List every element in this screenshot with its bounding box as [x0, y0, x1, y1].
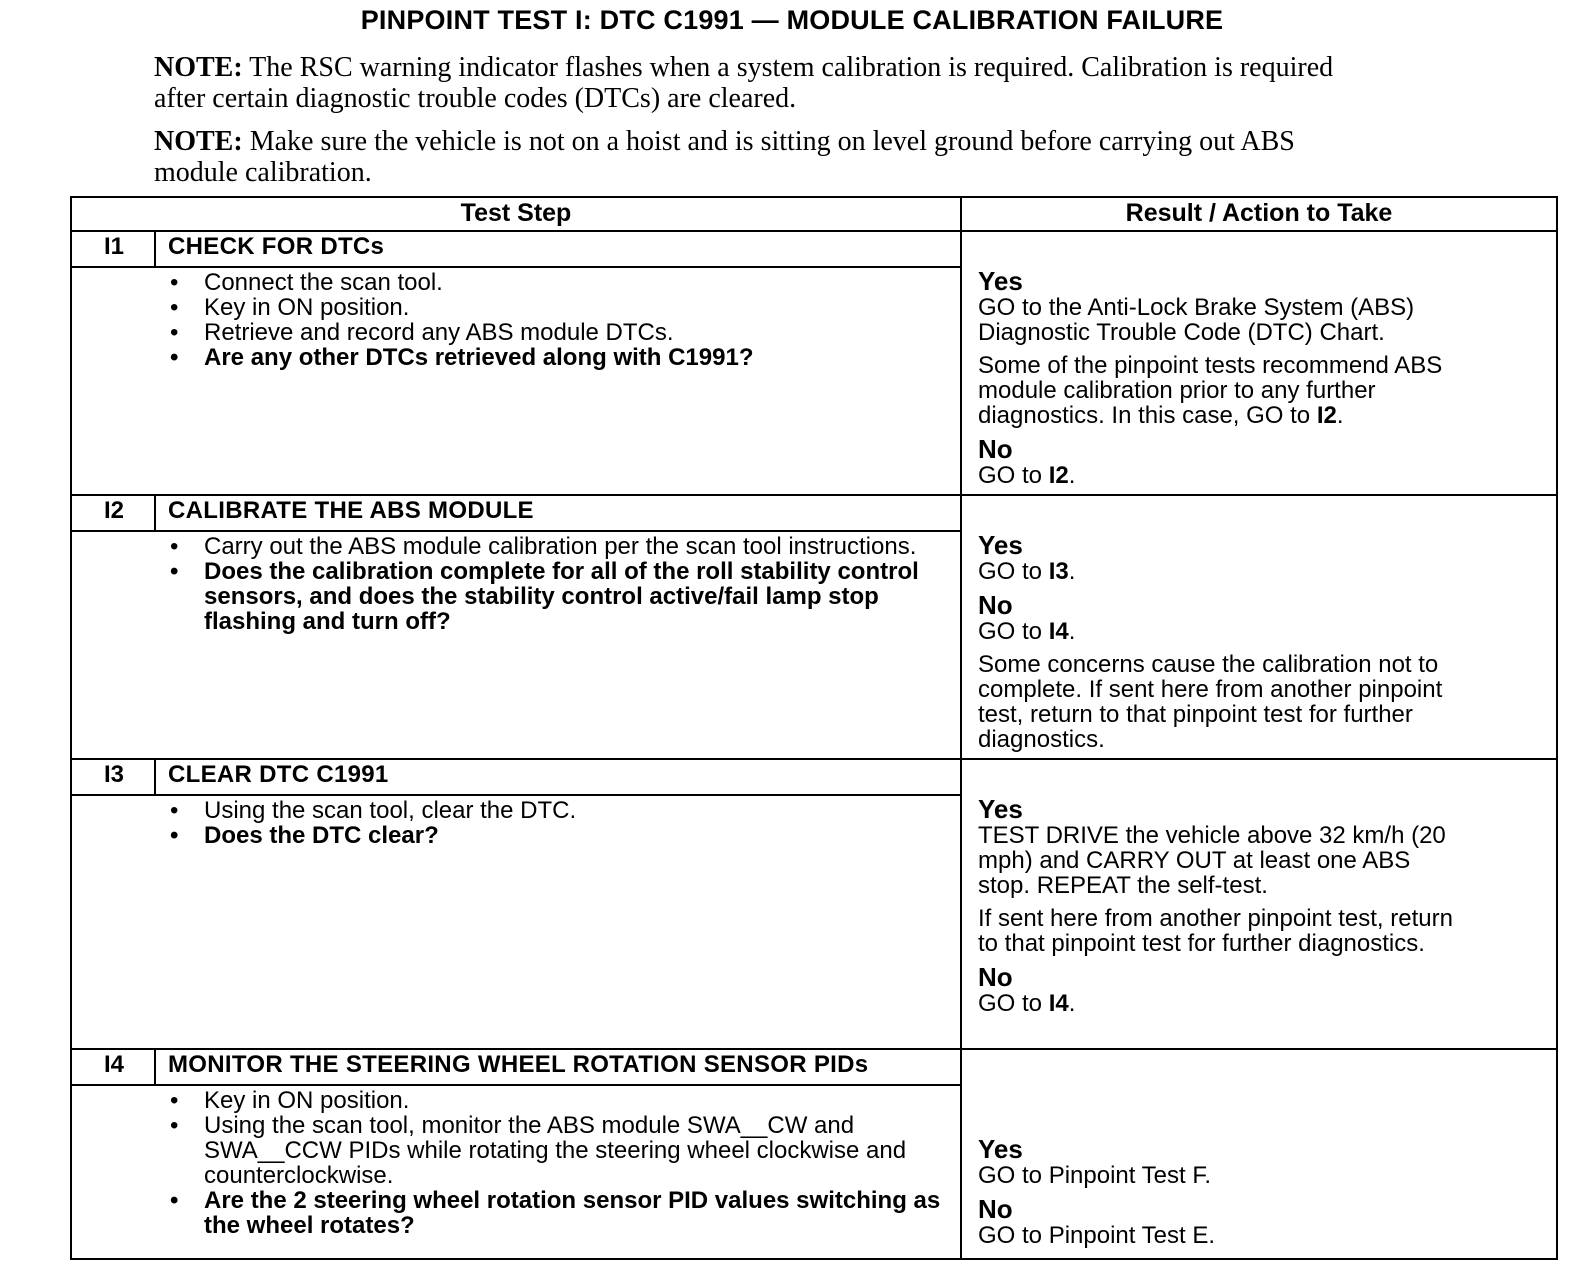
step-title-divider [72, 1084, 960, 1086]
step-id-divider [154, 496, 156, 530]
step-question: • Does the calibration complete for all of the roll stability control sensors, and does the stability control active/fail lamp stop flashing and turn off? [168, 559, 958, 634]
note-label: NOTE: [154, 126, 243, 157]
yes-action: GO to Pinpoint Test F. [978, 1162, 1212, 1189]
step-id: I3 [103, 761, 124, 788]
no-action: GO to I2. [978, 462, 1076, 489]
no-action: GO to Pinpoint Test E. [978, 1222, 1216, 1249]
action-item: • Using the scan tool, clear the DTC. [168, 798, 958, 823]
yes-label: Yes [978, 266, 1023, 296]
step-id-divider [154, 1050, 156, 1084]
yes-action: TEST DRIVE the vehicle above 32 km/h (20 mph) and CARRY OUT at least one ABS stop. REPEAT the self-test. [978, 822, 1446, 899]
no-label: No [978, 434, 1013, 464]
step-title: CHECK FOR DTCs [168, 233, 385, 260]
yes-action: GO to the Anti-Lock Brake System (ABS) Diagnostic Trouble Code (DTC) Chart. [978, 294, 1415, 346]
yes-note: If sent here from another pinpoint test, return to that pinpoint test for further diagnostics. [978, 905, 1453, 957]
no-note: Some concerns cause the calibration not to complete. If sent here from another pinpoint test, return to that pinpoint test for further diagnostics. [978, 651, 1443, 753]
note-text: Make sure the vehicle is not on a hoist and is sitting on level ground before carrying out ABS module calibration. [154, 126, 1295, 188]
note-level-ground [154, 126, 1364, 188]
page-title: PINPOINT TEST I: DTC C1991 — MODULE CALIBRATION FAILURE [360, 5, 1224, 35]
step-actions [168, 798, 958, 848]
action-item: • Using the scan tool, monitor the ABS module SWA__CW and SWA__CCW PIDs while rotating the steering wheel clockwise and counterclockwise. [168, 1113, 958, 1188]
no-label: No [978, 590, 1013, 620]
action-item: • Key in ON position. [168, 1088, 958, 1113]
step-id-divider [154, 232, 156, 266]
yes-action: GO to I3. [978, 558, 1076, 585]
step-result [978, 1136, 1468, 1248]
step-id: I1 [103, 233, 124, 260]
header-result-action: Result / Action to Take [1125, 199, 1393, 227]
step-actions [168, 534, 958, 634]
no-action: GO to I4. [978, 990, 1076, 1017]
step-id: I2 [103, 497, 124, 524]
step-question: • Are any other DTCs retrieved along with C1991? [168, 345, 958, 370]
step-question: • Are the 2 steering wheel rotation sensor PID values switching as the wheel rotates? [168, 1188, 958, 1238]
note-calibration-indicator [154, 52, 1364, 114]
no-action: GO to I4. [978, 618, 1076, 645]
action-item: • Key in ON position. [168, 295, 958, 320]
note-label: NOTE: [154, 52, 243, 83]
step-title: CALIBRATE THE ABS MODULE [168, 497, 534, 524]
note-text: The RSC warning indicator flashes when a system calibration is required. Calibration is required after certain diagnostic trouble codes (DTCs) are cleared. [154, 52, 1334, 114]
step-result [978, 268, 1468, 488]
header-test-step: Test Step [460, 199, 572, 227]
step-ref: I3 [1048, 558, 1069, 585]
action-item: • Connect the scan tool. [168, 270, 958, 295]
column-divider [960, 198, 962, 1258]
step-ref: I4 [1048, 618, 1069, 645]
pinpoint-test-table [70, 196, 1558, 1260]
yes-label: Yes [978, 1134, 1023, 1164]
no-label: No [978, 962, 1013, 992]
step-ref: I2 [1048, 462, 1069, 489]
step-title-divider [72, 794, 960, 796]
step-result [978, 796, 1468, 1016]
step-id: I4 [103, 1051, 124, 1078]
step-ref: I2 [1316, 402, 1337, 429]
step-actions [168, 1088, 958, 1238]
no-label: No [978, 1194, 1013, 1224]
step-result [978, 532, 1468, 752]
step-title: MONITOR THE STEERING WHEEL ROTATION SENSOR PIDs [168, 1051, 869, 1078]
step-title-divider [72, 530, 960, 532]
action-item: • Carry out the ABS module calibration per the scan tool instructions. [168, 534, 958, 559]
step-ref: I4 [1048, 990, 1069, 1017]
step-id-divider [154, 760, 156, 794]
yes-note: Some of the pinpoint tests recommend ABS module calibration prior to any further diagnostics. In this case, GO to I2. [978, 352, 1443, 429]
step-actions [168, 270, 958, 370]
step-title-divider [72, 266, 960, 268]
action-item: • Retrieve and record any ABS module DTCs. [168, 320, 958, 345]
yes-label: Yes [978, 530, 1023, 560]
yes-label: Yes [978, 794, 1023, 824]
step-question: • Does the DTC clear? [168, 823, 958, 848]
step-title: CLEAR DTC C1991 [168, 761, 389, 788]
